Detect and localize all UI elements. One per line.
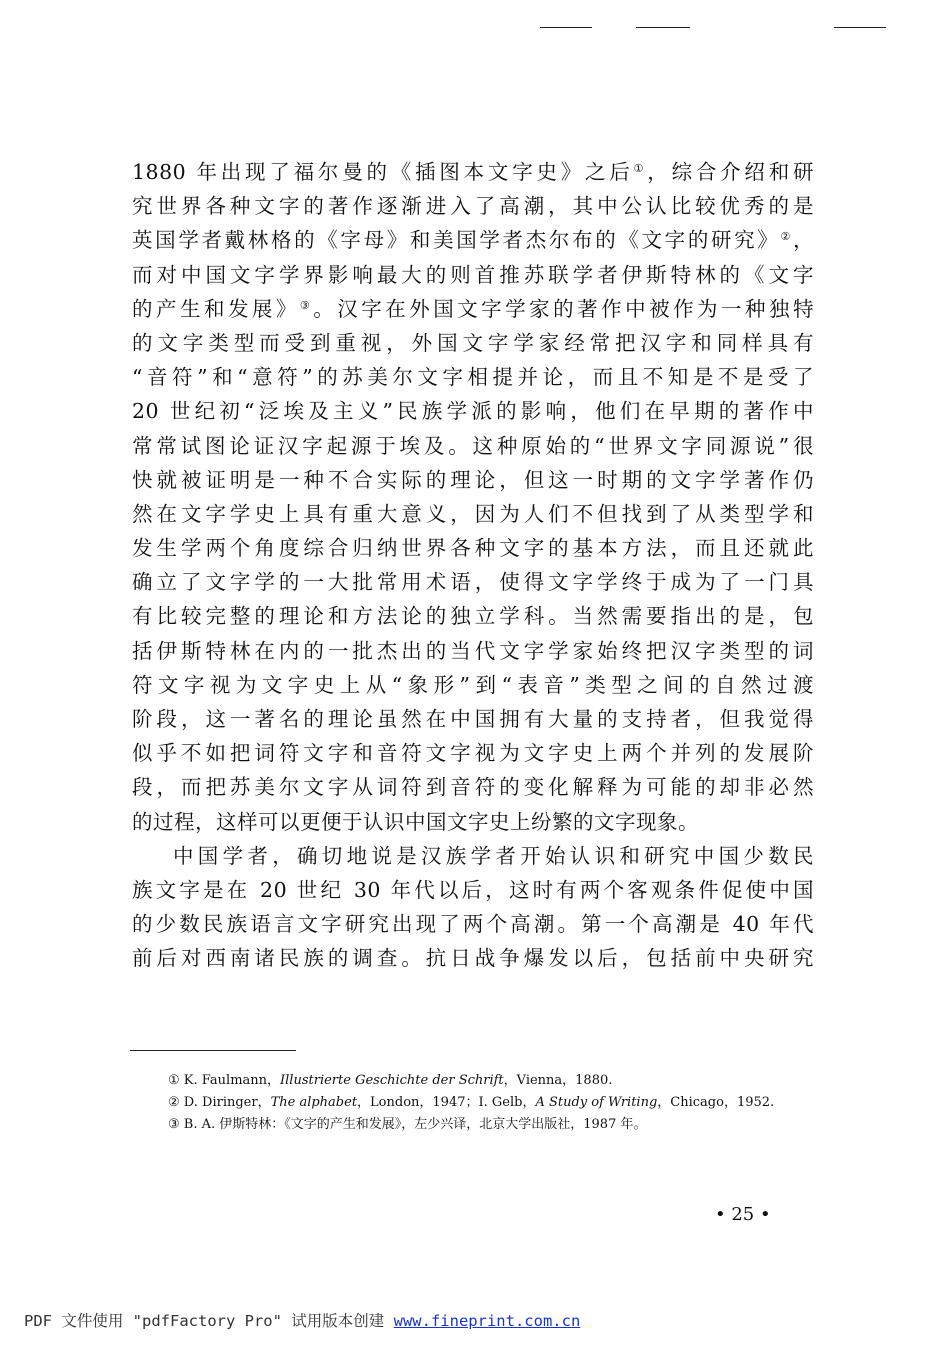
body-line: 阶段，这一著名的理论虽然在中国拥有大量的支持者，但我觉得 — [132, 707, 814, 731]
body-line: 常常试图论证汉字起源于埃及。这种原始的“世界文字同源说”很 — [132, 433, 814, 458]
body-line: 发生学两个角度综合归纳世界各种文字的基本方法，而且还就此 — [132, 536, 814, 561]
footnote-2: ② D. Diringer，The alphabet，London，1947；I. Gelb，A Study of Writing，Chicago，1952. — [168, 1095, 775, 1110]
footnote-ref-2[interactable]: ② — [780, 230, 793, 244]
body-line: “音符”和“意符”的苏美尔文字相提并论，而且不知是不是受了 — [132, 365, 814, 390]
header-rule-2 — [636, 27, 690, 28]
body-line: 的文字类型而受到重视，外国文字学家经常把汉字和同样具有 — [132, 330, 814, 355]
footnote-1: ① K. Faulmann，Illustrierte Geschichte der Schrift，Vienna，1880. — [168, 1073, 613, 1088]
body-line: 而对中国文字学界影响最大的则首推苏联学者伊斯特林的《文字 — [132, 262, 814, 287]
body-text — [132, 155, 814, 976]
body-line: 的过程，这样可以更便于认识中国文字史上纷繁的文字现象。 — [132, 809, 699, 834]
body-line: 的产生和发展》③。汉字在外国文字学家的著作中被作为一种独特 — [132, 296, 814, 321]
paragraph-start-line: 中国学者，确切地说是汉族学者开始认识和研究中国少数民 — [173, 843, 814, 868]
body-line: 符文字视为文字史上从“象形”到“表音”类型之间的自然过渡 — [132, 672, 814, 697]
footnotes — [128, 1070, 808, 1136]
body-line: 段，而把苏美尔文字从词符到音符的变化解释为可能的却非必然 — [132, 775, 814, 800]
footnote-ref-1[interactable]: ① — [633, 162, 648, 175]
body-line: 有比较完整的理论和方法论的独立学科。当然需要指出的是，包 — [132, 604, 814, 629]
header-rule-1 — [540, 27, 592, 28]
body-line: 括伊斯特林在内的一批杰出的当代文字学家始终把汉字类型的词 — [132, 638, 814, 663]
footnote-3: ③ B. A. 伊斯特林：《文字的产生和发展》，左少兴译，北京大学出版社，1987 年。 — [168, 1117, 647, 1132]
body-line: 确立了文字学的一大批常用术语，使得文字学终于成为了一门具 — [132, 570, 814, 595]
body-line: 然在文字学史上具有重大意义，因为人们不但找到了从类型学和 — [132, 501, 814, 526]
fineprint-link[interactable]: www.fineprint.com.cn — [393, 1312, 581, 1330]
body-line: 究世界各种文字的著作逐渐进入了高潮，其中公认比较优秀的是 — [132, 194, 814, 219]
pdf-banner: PDF 文件使用 "pdfFactory Pro" 试用版本创建 www.fineprint.com.cn — [24, 1312, 581, 1330]
header-rule-3 — [834, 27, 886, 28]
body-line: 似乎不如把词符文字和音符文字视为文字史上两个并列的发展阶 — [132, 741, 814, 766]
footnote-ref-3[interactable]: ③ — [299, 298, 314, 312]
body-line: 族文字是在 20 世纪 30 年代以后，这时有两个客观条件促使中国 — [132, 877, 814, 902]
body-line: 20 世纪初“泛埃及主义”民族学派的影响，他们在早期的著作中 — [132, 399, 814, 424]
body-line: 前后对西南诸民族的调查。抗日战争爆发以后，包括前中央研究 — [132, 946, 814, 971]
footnote-divider — [130, 1050, 296, 1051]
body-line: 英国学者戴林格的《字母》和美国学者杰尔布的《文字的研究》②， — [132, 228, 814, 253]
body-line: 1880 年出现了福尔曼的《插图本文字史》之后①，综合介绍和研 — [132, 160, 814, 184]
body-line: 快就被证明是一种不合实际的理论，但这一时期的文字学著作仍 — [132, 467, 814, 492]
page-number: • 25 • — [715, 1204, 771, 1225]
body-line: 的少数民族语言文字研究出现了两个高潮。第一个高潮是 40 年代 — [132, 912, 814, 937]
